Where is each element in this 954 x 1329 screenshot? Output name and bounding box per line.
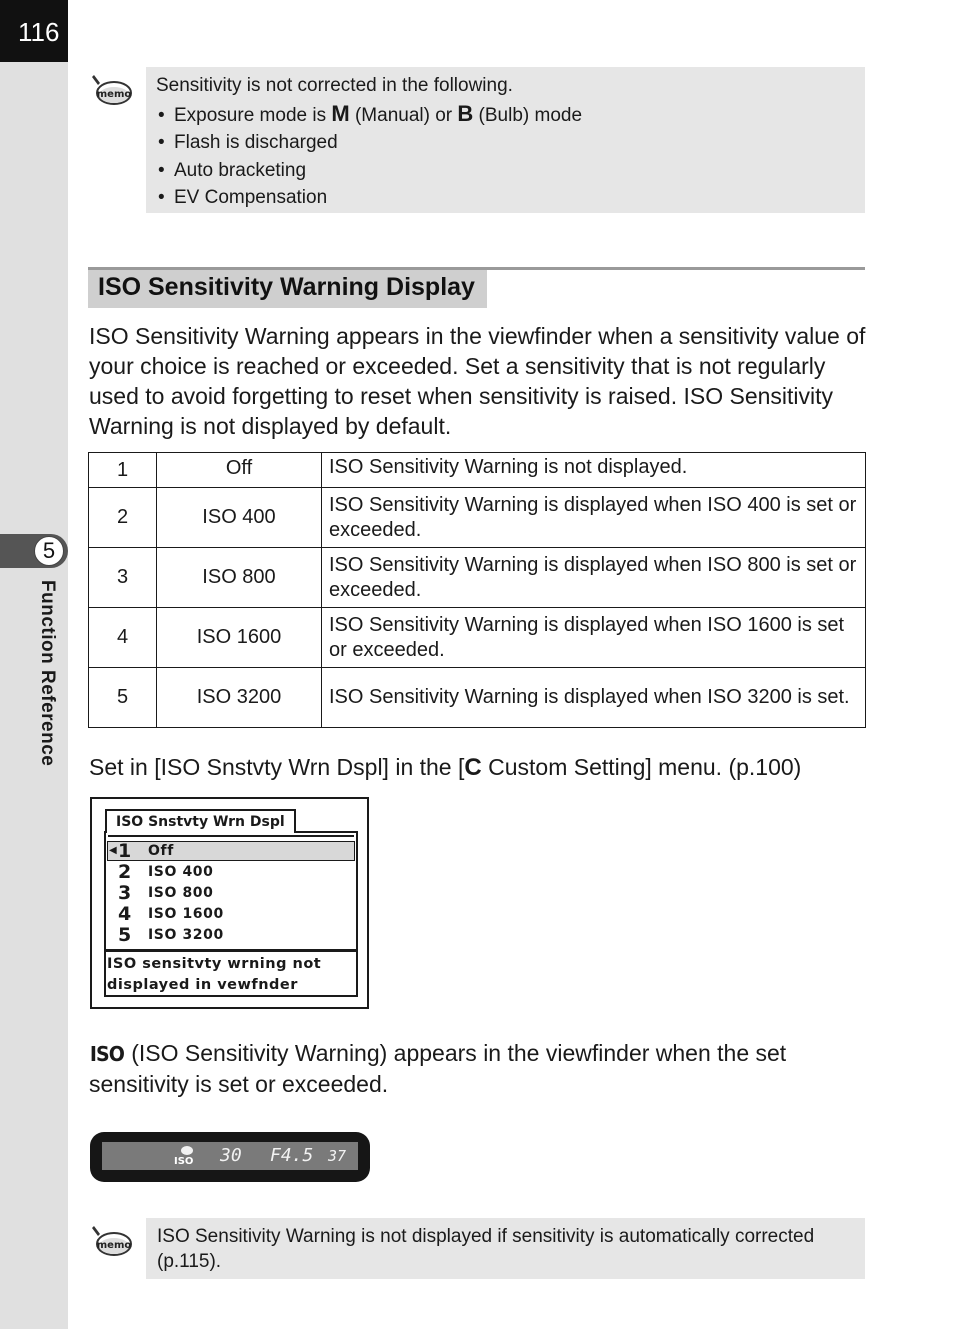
memo-intro: Sensitivity is not corrected in the following. [156,75,513,96]
row-description: ISO Sensitivity Warning is displayed when ISO 1600 is set or exceeded. [322,608,866,668]
row-value: Off [157,453,322,488]
chapter-number: 5 [34,536,64,566]
row-value: ISO 400 [157,488,322,548]
memo-bullet: • Flash is discharged [156,129,855,157]
row-number: 5 [89,668,157,728]
mode-m-text: (Manual) or [349,104,458,126]
table-row [89,668,866,728]
page-number: 116 [18,17,60,47]
menu-item-iso-3200[interactable] [108,925,354,945]
row-value: ISO 1600 [157,608,322,668]
mode-m-icon: M [331,100,350,126]
iso-warning-icon: ISO [89,1042,124,1066]
mode-b-icon: B [457,100,474,126]
menu-tab-title: ISO Snstvty Wrn Dspl [105,809,296,833]
memo-note-text: ISO Sensitivity Warning is not displayed if sensitivity is automatically corrected (p.115). [157,1226,815,1272]
options-table [88,452,866,728]
menu-item-label: ISO 400 [148,864,214,880]
row-number: 3 [89,548,157,608]
memo-box-note [146,1218,865,1279]
viewfinder-panel [102,1142,358,1170]
menu-item-iso-800[interactable] [108,883,354,903]
row-description: ISO Sensitivity Warning is not displayed. [322,453,866,488]
menu-item-off[interactable] [107,841,355,861]
warning-paragraph [89,1038,849,1099]
aperture-readout: F4.5 [270,1145,314,1166]
table-row [89,608,866,668]
memo-bullet-exposure [156,100,855,130]
menu-item-iso-400[interactable] [108,862,354,882]
row-number: 4 [89,608,157,668]
setin-post: Custom Setting] menu. (p.100) [481,754,802,780]
iso-warning-indicator: ISO [174,1156,194,1167]
memo-bullet: • Auto bracketing [156,157,855,185]
table-row [89,548,866,608]
menu-item-number: 2 [118,861,132,883]
memo-icon [90,1223,132,1259]
menu-item-label: ISO 1600 [148,906,224,922]
row-value: ISO 3200 [157,668,322,728]
set-in-instruction [89,752,869,783]
row-number: 2 [89,488,157,548]
menu-item-number: 4 [118,903,132,925]
menu-item-number: 3 [118,882,132,904]
menu-item-number: 1 [118,840,132,862]
memo-bullet: • EV Compensation [156,184,855,212]
exposure-text: Exposure mode is [174,104,332,126]
menu-item-iso-1600[interactable] [108,904,354,924]
menu-frame [104,831,358,997]
focus-indicator-icon [181,1146,193,1155]
menu-screen [90,797,369,1009]
chapter-label: Function Reference [37,580,58,767]
menu-item-number: 5 [118,924,132,946]
custom-setting-icon: C [464,754,482,781]
section-paragraph: ISO Sensitivity Warning appears in the viewfinder when a sensitivity value of your choice is reached or exceeded. Set a sensitivity that is not regularly used to avoid forgetting to reset when sensitivity is raised. ISO Sensitivity Warning is not displayed by default. [89,323,866,439]
frames-remaining-readout: 37 [328,1147,347,1165]
menu-item-label: ISO 800 [148,885,214,901]
table-row [89,488,866,548]
row-number: 1 [89,453,157,488]
menu-help-text [107,954,355,996]
memo-icon [90,72,132,108]
row-value: ISO 800 [157,548,322,608]
row-description: ISO Sensitivity Warning is displayed when ISO 800 is set or exceeded. [322,548,866,608]
help-line: ISO sensitvty wrning not [107,956,322,972]
memo-box-exceptions [146,67,865,213]
viewfinder-display [90,1132,370,1182]
section-title: ISO Sensitivity Warning Display [88,270,487,308]
menu-divider [106,949,356,952]
svg-text:memo: memo [96,1240,132,1251]
menu-item-label: ISO 3200 [148,927,224,943]
page-number-box [0,0,68,62]
row-description: ISO Sensitivity Warning is displayed when ISO 3200 is set. [322,668,866,728]
row-description: ISO Sensitivity Warning is displayed when ISO 400 is set or exceeded. [322,488,866,548]
menu-item-label: Off [148,843,174,859]
help-line: displayed in vewfnder [107,977,298,993]
shutter-speed-readout: 30 [220,1145,242,1166]
svg-text:memo: memo [96,89,132,100]
setin-pre: Set in [ISO Snstvty Wrn Dspl] in the [ [89,754,465,780]
mode-b-text: (Bulb) mode [473,104,583,126]
table-row [89,453,866,488]
selection-arrow-icon: ◀ [109,845,117,856]
warning-text: (ISO Sensitivity Warning) appears in the viewfinder when the set sensitivity is set or exceeded. [89,1040,787,1097]
